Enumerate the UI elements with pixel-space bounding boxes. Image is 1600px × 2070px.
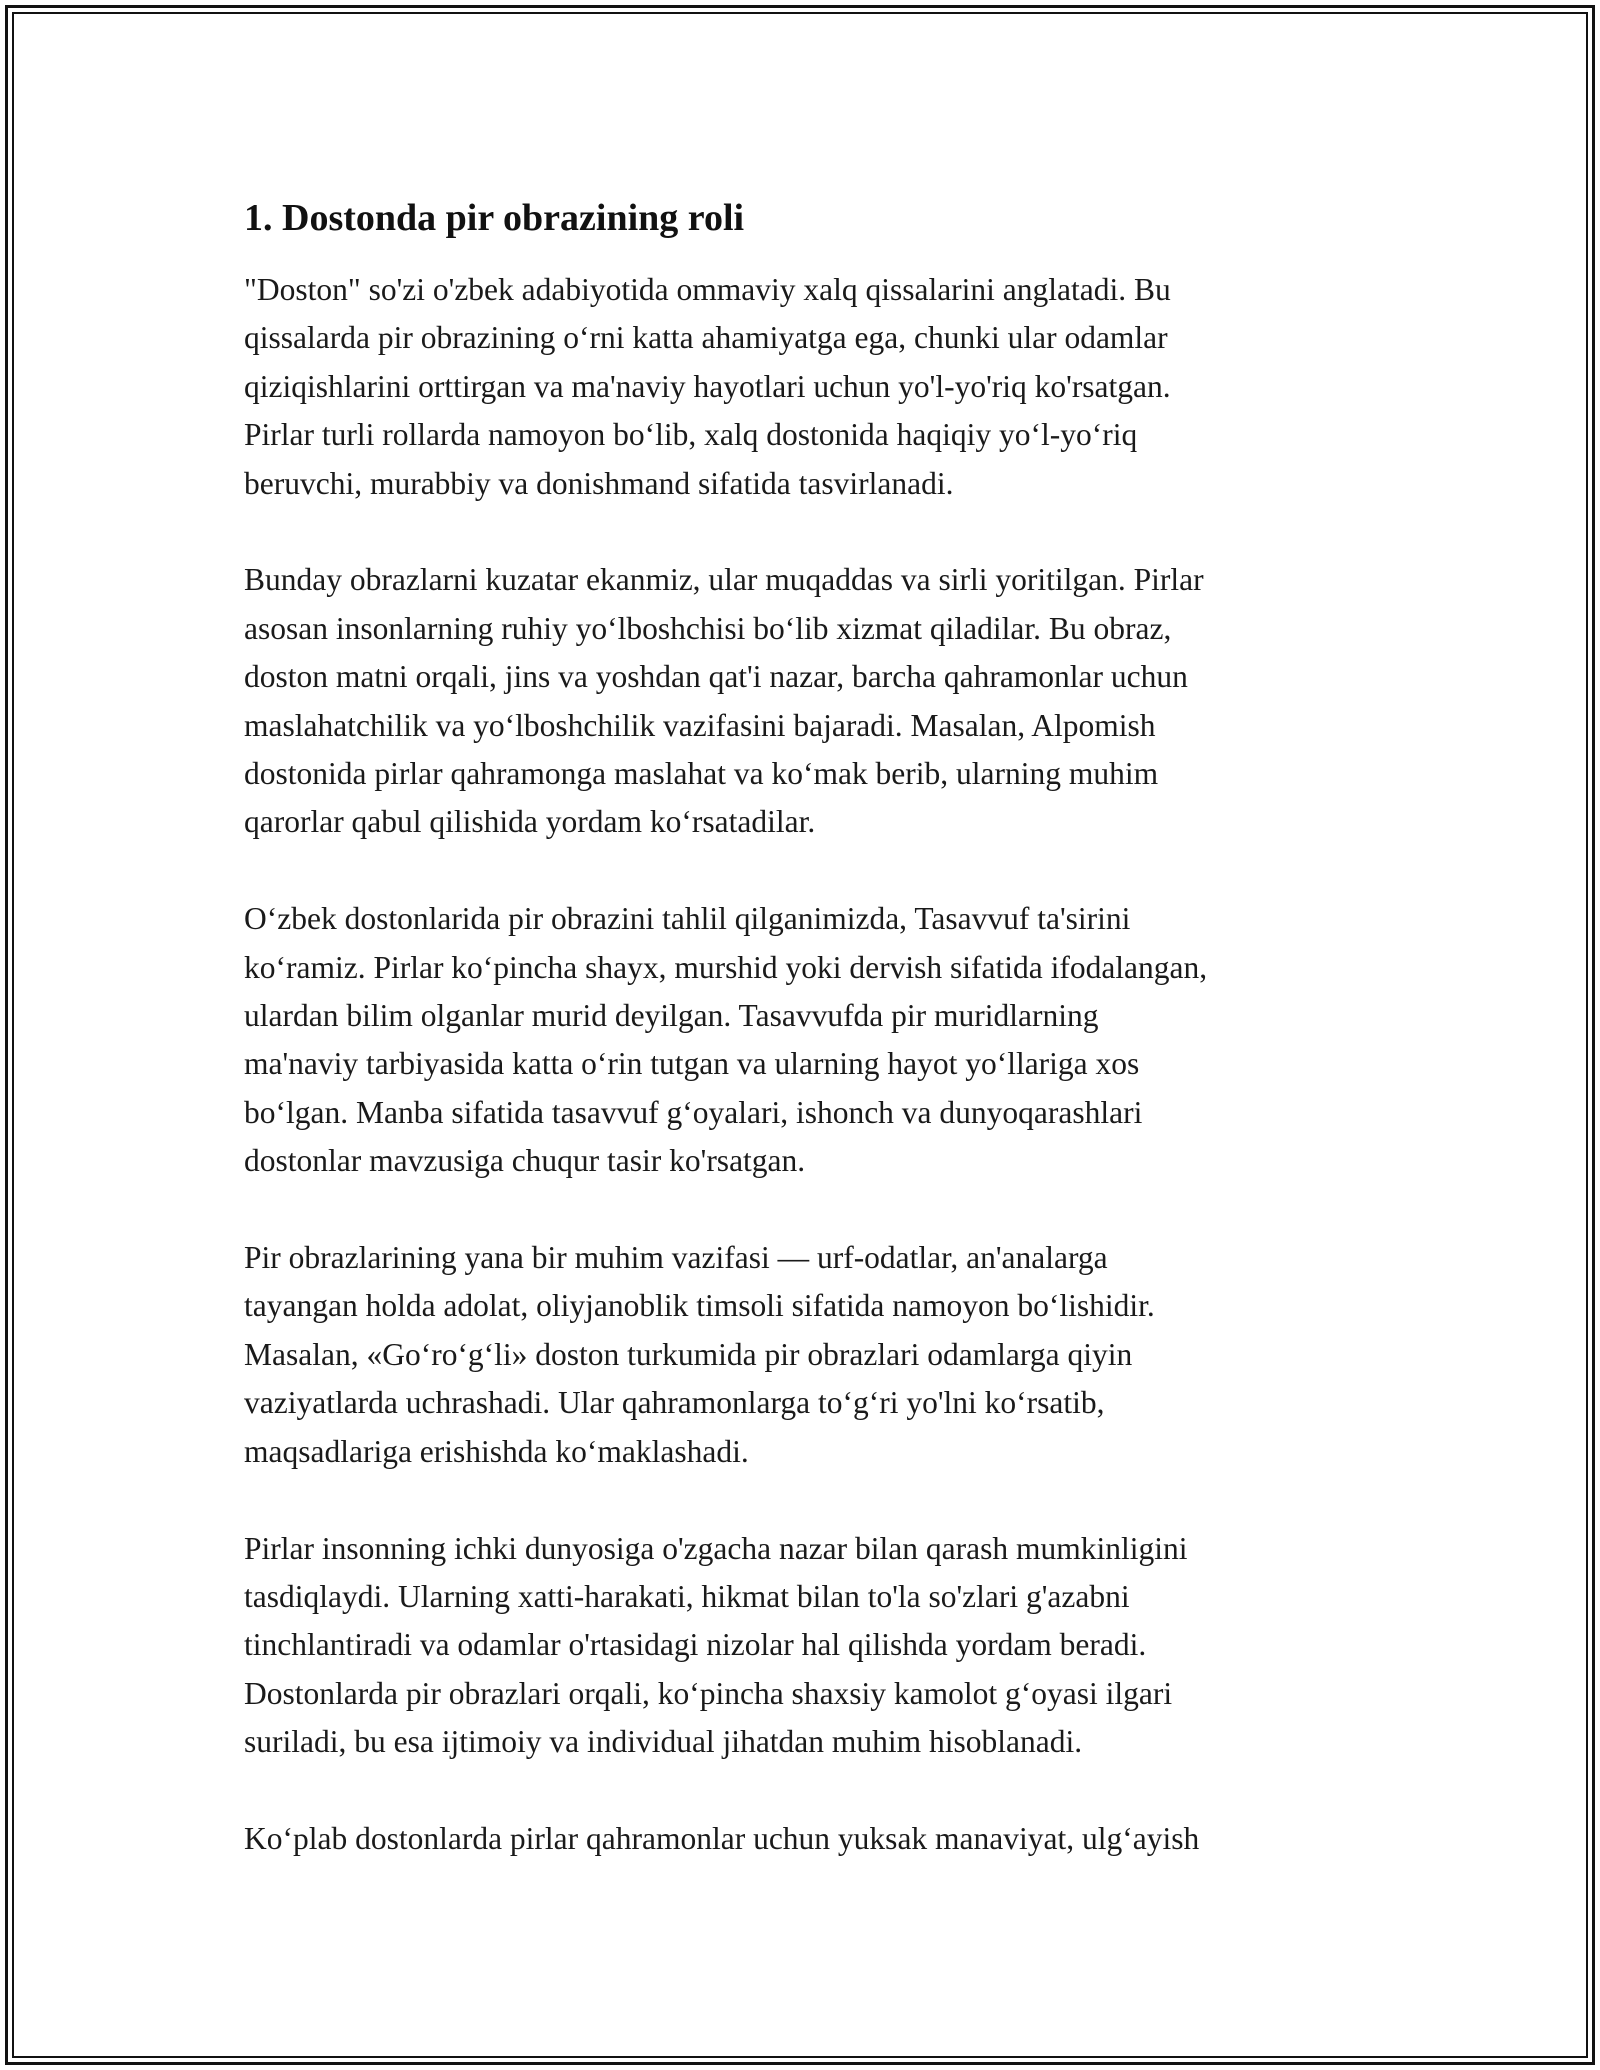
paragraph-1: "Doston" so'zi o'zbek adabiyotida ommaviy xalq qissalarini anglatadi. Bu qissalarda pir obrazining oʻrni katta ahamiyatga ega, chunki ular odamlar qiziqishlarini orttirgan va ma'naviy hayotlari uchun yo'l-yo'riq ko'rsatgan. Pirlar turli rollarda namoyon boʻlib, xalq dostonida haqiqiy yoʻl-yoʻriq beruvchi, murabbiy va donishmand sifatida tasvirlanadi. [244, 272, 1171, 501]
section-title: 1. Dostonda pir obrazining roli [244, 197, 745, 239]
paragraph-5: Pirlar insonning ichki dunyosiga o'zgacha nazar bilan qarash mumkinligini tasdiqlaydi. Ularning xatti-harakati, hikmat bilan to'la so'zlari g'azabni tinchlantiradi va odamlar o'rtasidagi nizolar hal qilishda yordam beradi. Dostonlarda pir obrazlari orqali, koʻpincha shaxsiy kamolot gʻoyasi ilgari suriladi, bu esa ijtimoiy va individual jihatdan muhim hisoblanadi. [244, 1530, 1188, 1760]
paragraph-3: Oʻzbek dostonlarida pir obrazini tahlil qilganimizda, Tasavvuf ta'sirini koʻramiz. Pirlar koʻpincha shayx, murshid yoki dervish sifatida ifodalangan, ulardan bilim olganlar murid deyilgan. Tasavvufda pir muridlarning ma'naviy tarbiyasida katta oʻrin tutgan va ularning hayot yoʻllariga xos boʻlgan. Manba sifatida tasavvuf gʻoyalari, ishonch va dunyoqarashlari dostonlar mavzusiga chuqur tasir ko'rsatgan. [244, 901, 1208, 1179]
paragraph-4: Pir obrazlarining yana bir muhim vazifasi — urf-odatlar, an'analarga tayangan holda adolat, oliyjanoblik timsoli sifatida namoyon boʻlishidir. Masalan, «Goʻroʻgʻli» doston turkumida pir obrazlari odamlarga qiyin vaziyatlarda uchrashadi. Ular qahramonlarga toʻgʻri yo'lni koʻrsatib, maqsadlariga erishishda koʻmaklashadi. [244, 1240, 1155, 1469]
document-body [244, 194, 1374, 1912]
paragraph-6: Koʻplab dostonlarda pirlar qahramonlar uchun yuksak manaviyat, ulgʻayish [244, 1820, 1200, 1856]
paragraph-2: Bunday obrazlarni kuzatar ekanmiz, ular muqaddas va sirli yoritilgan. Pirlar asosan insonlarning ruhiy yoʻlboshchisi boʻlib xizmat qiladilar. Bu obraz, doston matni orqali, jins va yoshdan qat'i nazar, barcha qahramonlar uchun maslahatchilik va yoʻlboshchilik vazifasini bajaradi. Masalan, Alpomish dostonida pirlar qahramonga maslahat va koʻmak berib, ularning muhim qarorlar qabul qilishida yordam koʻrsatadilar. [244, 562, 1204, 840]
page-frame [5, 5, 1595, 2065]
